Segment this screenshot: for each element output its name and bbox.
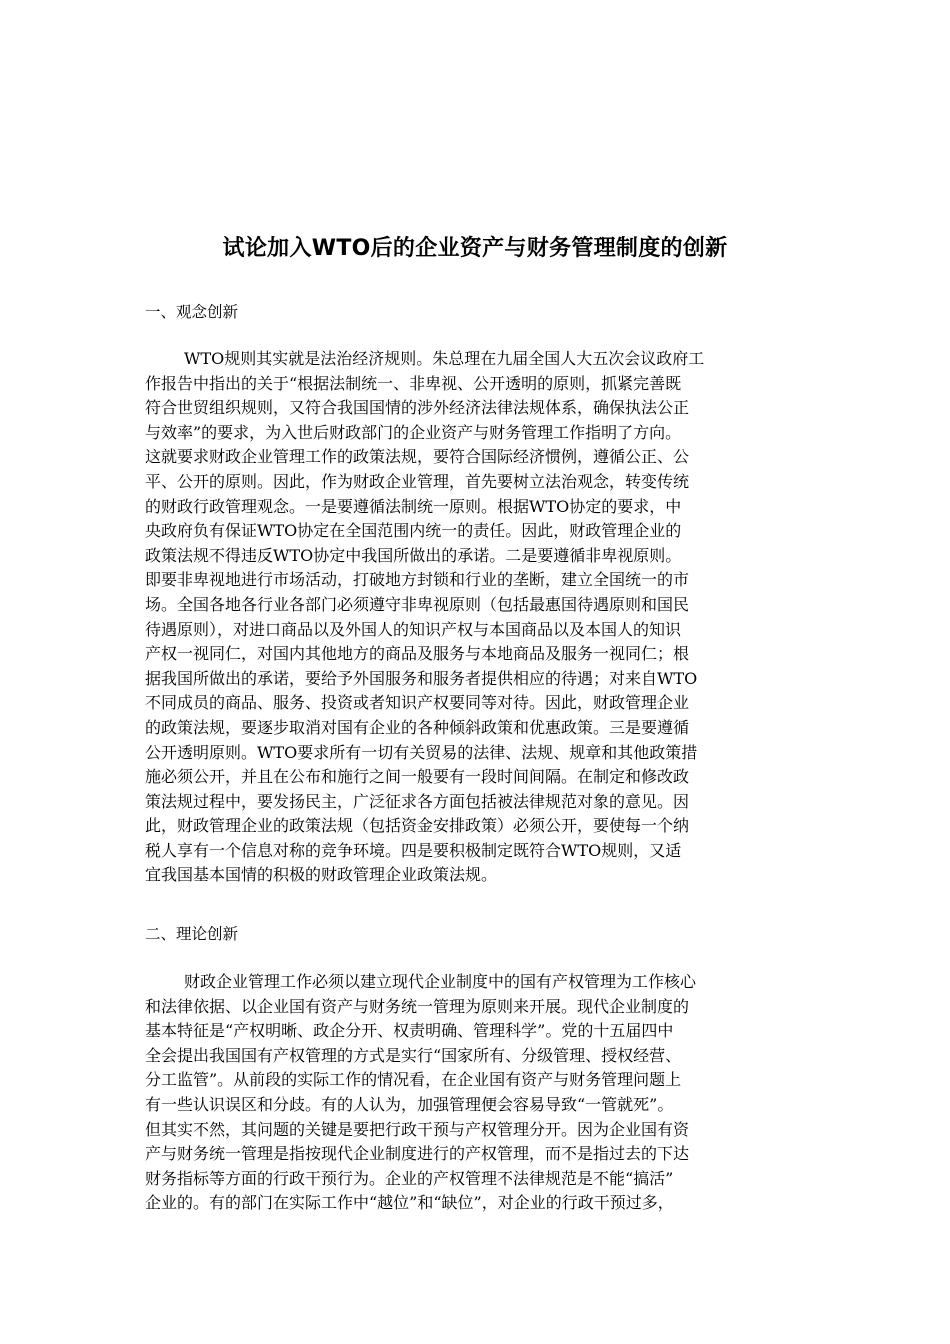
- paragraph-line: WTO规则其实就是法治经济规则。朱总理在九届全国人大五次会议政府工: [184, 349, 705, 368]
- section-1-paragraph: [145, 347, 815, 888]
- paragraph-line: 场。全国各地各行业各部门必须遵守非卑视原则（包括最惠国待遇原则和国民: [145, 594, 690, 614]
- paragraph-line: 分工监管”。从前段的实际工作的情况看，在企业国有资产与财务管理问题上: [145, 1070, 682, 1090]
- paragraph-line: 作报告中指出的关于“根据法制统一、非卑视、公开透明的原则，抓紧完善既: [145, 373, 682, 393]
- paragraph-line: 这就要求财政企业管理工作的政策法规，要符合国际经济惯例，遵循公正、公: [145, 447, 690, 467]
- paragraph-line: 平、公开的原则。因此，作为财政企业管理，首先要树立法治观念，转变传统: [145, 471, 690, 491]
- paragraph-line: 符合世贸组织规则，又符合我国国情的涉外经济法律法规体系，确保执法公正: [145, 398, 690, 418]
- paragraph-line: 有一些认识误区和分歧。有的人认为，加强管理便会容易导致“一管就死”。: [145, 1094, 674, 1114]
- paragraph-line: 产权一视同仁，对国内其他地方的商品及服务与本地商品及服务一视同仁；根: [145, 644, 690, 664]
- paragraph-line: 和法律依据、以企业国有资产与财务统一管理为原则来开展。现代企业制度的: [145, 996, 690, 1016]
- paragraph-line: 的财政行政管理观念。一是要遵循法制统一原则。根据WTO协定的要求，中: [145, 496, 682, 516]
- paragraph-line: 宜我国基本国情的积极的财政管理企业政策法规。: [145, 865, 498, 885]
- section-2-paragraph: [145, 970, 815, 1216]
- paragraph-line: 施必须公开，并且在公布和施行之间一般要有一段时间间隔。在制定和修改政: [145, 767, 690, 787]
- paragraph-line: 财政企业管理工作必须以建立现代企业制度中的国有产权管理为工作核心: [184, 972, 697, 991]
- paragraph-line: 策法规过程中，要发扬民主，广泛征求各方面包括被法律规范对象的意见。因: [145, 791, 690, 811]
- paragraph-line: 公开透明原则。WTO要求所有一切有关贸易的法律、法规、规章和其他政策措: [145, 742, 698, 762]
- paragraph-line: 不同成员的商品、服务、投资或者知识产权要同等对待。因此，财政管理企业: [145, 693, 690, 713]
- paragraph-line: 全会提出我国国有产权管理的方式是实行“国家所有、分级管理、授权经营、: [145, 1045, 682, 1065]
- section-heading-2: 二、理论创新: [145, 925, 239, 943]
- paragraph-line: 的政策法规，要逐步取消对国有企业的各种倾斜政策和优惠政策。三是要遵循: [145, 717, 690, 737]
- paragraph-line: 待遇原则），对进口商品以及外国人的知识产权与本国商品以及本国人的知识: [145, 619, 682, 639]
- paragraph-line: 据我国所做出的承诺，要给予外国服务和服务者提供相应的待遇；对来自WTO: [145, 668, 698, 688]
- paragraph-line: 即要非卑视地进行市场活动，打破地方封锁和行业的垄断，建立全国统一的市: [145, 570, 690, 590]
- paragraph-line: 企业的。有的部门在实际工作中“越位”和“缺位”，对企业的行政干预过多，: [145, 1193, 674, 1213]
- paragraph-line: 与效率”的要求，为入世后财政部门的企业资产与财务管理工作指明了方向。: [145, 422, 682, 442]
- document-title: 试论加入WTO后的企业资产与财务管理制度的创新: [222, 236, 728, 261]
- section-heading-1: 一、观念创新: [145, 303, 239, 321]
- paragraph-line: 央政府负有保证WTO协定在全国范围内统一的责任。因此，财政管理企业的: [145, 521, 682, 541]
- paragraph-line: 但其实不然，其问题的关键是要把行政干预与产权管理分开。因为企业国有资: [145, 1119, 690, 1139]
- paragraph-line: 产与财务统一管理是指按现代企业制度进行的产权管理，而不是指过去的下达: [145, 1144, 690, 1164]
- paragraph-line: 税人享有一个信息对称的竞争环境。四是要积极制定既符合WTO规则，又适: [145, 840, 682, 860]
- paragraph-line: 此，财政管理企业的政策法规（包括资金安排政策）必须公开，要使每一个纳: [145, 816, 690, 836]
- paragraph-line: 基本特征是“产权明晰、政企分开、权责明确、管理科学”。党的十五届四中: [145, 1021, 674, 1041]
- paragraph-line: 政策法规不得违反WTO协定中我国所做出的承诺。二是要遵循非卑视原则。: [145, 545, 682, 565]
- paragraph-line: 财务指标等方面的行政干预行为。企业的产权管理不法律规范是不能“搞活”: [145, 1168, 674, 1188]
